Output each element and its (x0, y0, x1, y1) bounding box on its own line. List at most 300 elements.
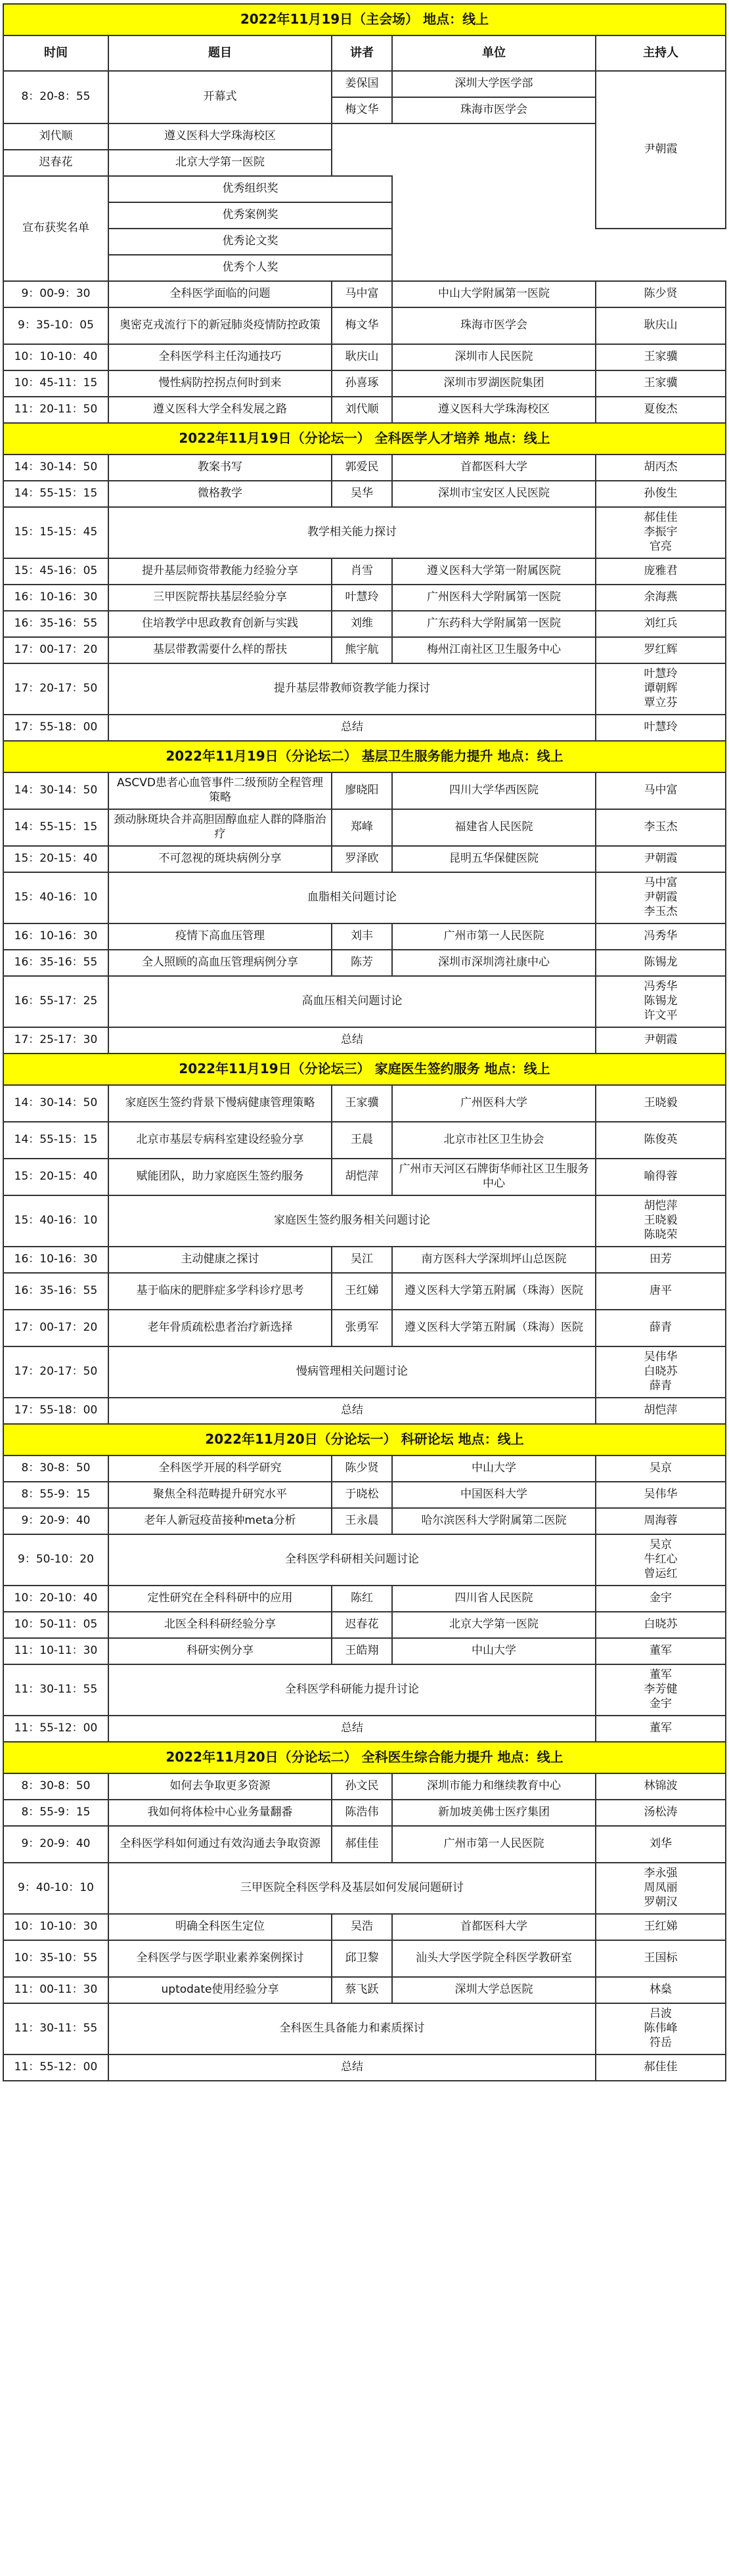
time-cell: 9：20-9：40 (3, 1826, 108, 1863)
schedule-row (3, 1863, 726, 1914)
topic-cell: 北京市基层专病科室建设经验分享 (108, 1122, 332, 1159)
unit-cell: 四川省人民医院 (392, 1586, 596, 1612)
host-cell: 王家骥 (596, 344, 726, 370)
topic-cell: 老年骨质疏松患者治疗新选择 (108, 1310, 332, 1346)
schedule-row (3, 1940, 726, 1977)
speaker-cell: 于晓松 (332, 1482, 392, 1508)
speaker-cell: 吴华 (332, 481, 392, 507)
time-cell: 17：55-18：00 (3, 1398, 108, 1424)
host-cell: 耿庆山 (596, 307, 726, 344)
speaker-cell: 熊宇航 (332, 637, 392, 663)
topic-cell: 家庭医生签约服务相关问题讨论 (108, 1195, 596, 1247)
host-cell: 吴伟华 白晓苏 薛青 (596, 1346, 726, 1398)
speaker-cell: 罗泽欧 (332, 846, 392, 872)
host-cell: 郝佳佳 李振宇 官亮 (596, 507, 726, 558)
time-cell: 8：55-9：15 (3, 1482, 108, 1508)
unit-cell: 遵义医科大学第五附属（珠海）医院 (392, 1273, 596, 1310)
unit-cell: 遵义医科大学珠海校区 (392, 397, 596, 423)
schedule-table (3, 3, 726, 2081)
time-cell: 11：10-11：30 (3, 1638, 108, 1664)
topic-cell: uptodate使用经验分享 (108, 1977, 332, 2003)
topic-cell: 提升基层带教师资教学能力探讨 (108, 663, 596, 715)
time-cell: 11：30-11：55 (3, 1664, 108, 1716)
speaker-cell: 梅文华 (332, 307, 392, 344)
topic-cell: 基层带教需要什么样的帮扶 (108, 637, 332, 663)
host-cell: 林锦波 (596, 1773, 726, 1800)
host-cell: 胡恺萍 (596, 1398, 726, 1424)
time-cell: 8：20-8：55 (3, 71, 108, 123)
header-row (3, 35, 726, 71)
schedule-row (3, 715, 726, 741)
host-cell: 王红娣 (596, 1914, 726, 1940)
schedule-row (3, 1638, 726, 1664)
host-cell: 董军 李芳健 金宇 (596, 1664, 726, 1716)
host-cell: 叶慧玲 (596, 715, 726, 741)
time-cell: 14：30-14：50 (3, 1085, 108, 1122)
time-cell: 17：25-17：30 (3, 1027, 108, 1054)
speaker-cell: 陈少贤 (332, 1455, 392, 1482)
topic-cell: 我如何将体检中心业务量翻番 (108, 1800, 332, 1826)
topic-cell: 教学相关能力探讨 (108, 507, 596, 558)
speaker-cell: 郭爱民 (332, 455, 392, 481)
schedule-row (3, 370, 726, 397)
host-cell: 郝佳佳 (596, 2054, 726, 2081)
section-title-row (3, 1424, 726, 1455)
unit-cell: 深圳市能力和继续教育中心 (392, 1773, 596, 1800)
topic-cell: 定性研究在全科科研中的应用 (108, 1586, 332, 1612)
time-cell: 9：00-9：30 (3, 281, 108, 307)
schedule-row (3, 1716, 726, 1742)
topic-cell: 宣布获奖名单 (3, 176, 108, 281)
speaker-cell: 肖雪 (332, 558, 392, 585)
speaker-cell: 陈浩伟 (332, 1800, 392, 1826)
host-cell: 冯秀华 (596, 923, 726, 950)
schedule-row (3, 1586, 726, 1612)
speaker-cell: 耿庆山 (332, 344, 392, 370)
topic-cell: 总结 (108, 1027, 596, 1054)
schedule-row (3, 71, 726, 97)
unit-cell: 广州市第一人民医院 (392, 923, 596, 950)
speaker-cell: 王皓翔 (332, 1638, 392, 1664)
time-cell: 17：20-17：50 (3, 663, 108, 715)
topic-cell: 明确全科医生定位 (108, 1914, 332, 1940)
host-cell: 吕波 陈伟峰 符岳 (596, 2003, 726, 2054)
time-cell: 11：30-11：55 (3, 2003, 108, 2054)
speaker-cell: 王晨 (332, 1122, 392, 1159)
speaker-cell: 梅文华 (332, 97, 392, 123)
section-title-row (3, 4, 726, 35)
topic-cell: 家庭医生签约背景下慢病健康管理策略 (108, 1085, 332, 1122)
schedule-row (3, 976, 726, 1027)
host-cell: 白晓苏 (596, 1612, 726, 1638)
time-cell: 9：40-10：10 (3, 1863, 108, 1914)
schedule-row (3, 558, 726, 585)
time-cell: 11：55-12：00 (3, 1716, 108, 1742)
schedule-row (3, 481, 726, 507)
host-cell: 吴京 牛红心 曾运红 (596, 1534, 726, 1586)
unit-cell: 广州市第一人民医院 (392, 1826, 596, 1863)
topic-cell: 总结 (108, 1716, 596, 1742)
time-cell: 14：30-14：50 (3, 772, 108, 809)
schedule-row (3, 585, 726, 611)
unit-cell: 北京大学第一医院 (108, 150, 332, 176)
section-title: 2022年11月20日（分论坛二） 全科医生综合能力提升 地点：线上 (3, 1742, 726, 1773)
time-cell: 14：30-14：50 (3, 455, 108, 481)
speaker-cell: 廖晓阳 (332, 772, 392, 809)
unit-cell: 中山大学 (392, 1638, 596, 1664)
unit-cell: 新加坡美佛士医疗集团 (392, 1800, 596, 1826)
time-cell: 17：00-17：20 (3, 1310, 108, 1346)
time-cell: 10：50-11：05 (3, 1612, 108, 1638)
time-cell: 9：20-9：40 (3, 1508, 108, 1534)
schedule-row (3, 1085, 726, 1122)
topic-cell: 北医全科科研经验分享 (108, 1612, 332, 1638)
time-cell: 9：50-10：20 (3, 1534, 108, 1586)
host-cell: 唐平 (596, 1273, 726, 1310)
unit-cell: 遵义医科大学珠海校区 (108, 123, 332, 150)
speaker-cell: 胡恺萍 (332, 1159, 392, 1195)
unit-cell: 中山大学附属第一医院 (392, 281, 596, 307)
topic-cell: 如何去争取更多资源 (108, 1773, 332, 1800)
schedule-row (3, 455, 726, 481)
unit-cell: 深圳市人民医院 (392, 344, 596, 370)
speaker-cell: 孙喜琢 (332, 370, 392, 397)
schedule-row (3, 1346, 726, 1398)
topic-cell: 全人照顾的高血压管理病例分享 (108, 950, 332, 976)
schedule-row (3, 923, 726, 950)
host-cell: 尹朝霞 (596, 1027, 726, 1054)
time-cell: 15：40-16：10 (3, 872, 108, 923)
time-cell: 10：20-10：40 (3, 1586, 108, 1612)
time-cell: 17：55-18：00 (3, 715, 108, 741)
column-header-time: 时间 (3, 35, 108, 71)
unit-cell: 广东药科大学附属第一医院 (392, 611, 596, 637)
topic-cell: 总结 (108, 2054, 596, 2081)
schedule-row (3, 1508, 726, 1534)
schedule-row (3, 1664, 726, 1716)
host-cell: 尹朝霞 (596, 846, 726, 872)
time-cell: 16：10-16：30 (3, 585, 108, 611)
schedule-row (3, 1159, 726, 1195)
speaker-cell: 孙文民 (332, 1773, 392, 1800)
unit-cell: 深圳大学医学部 (392, 71, 596, 97)
schedule-row (3, 255, 726, 281)
time-cell: 10：45-11：15 (3, 370, 108, 397)
schedule-row (3, 1773, 726, 1800)
time-cell: 14：55-15：15 (3, 809, 108, 846)
host-cell: 王晓毅 (596, 1085, 726, 1122)
schedule-row (3, 2003, 726, 2054)
host-cell: 李永强 周凤丽 罗朝汉 (596, 1863, 726, 1914)
time-cell: 14：55-15：15 (3, 481, 108, 507)
speaker-cell: 王红娣 (332, 1273, 392, 1310)
time-cell: 8：30-8：50 (3, 1773, 108, 1800)
speaker-cell: 郑峰 (332, 809, 392, 846)
topic-cell: 开幕式 (108, 71, 332, 123)
topic-cell: 全科医学开展的科学研究 (108, 1455, 332, 1482)
topic-cell: 提升基层师资带教能力经验分享 (108, 558, 332, 585)
schedule-row (3, 950, 726, 976)
topic-cell: ASCVD患者心血管事件二级预防全程管理策略 (108, 772, 332, 809)
unit-cell: 深圳市深圳湾社康中心 (392, 950, 596, 976)
schedule-row (3, 397, 726, 423)
host-cell: 王国标 (596, 1940, 726, 1977)
schedule-row (3, 872, 726, 923)
host-cell: 陈俊英 (596, 1122, 726, 1159)
topic-cell: 全科医学面临的问题 (108, 281, 332, 307)
schedule-row (3, 809, 726, 846)
host-cell: 陈少贤 (596, 281, 726, 307)
time-cell: 15：20-15：40 (3, 1159, 108, 1195)
host-cell: 马中富 尹朝霞 李玉杰 (596, 872, 726, 923)
time-cell: 15：45-16：05 (3, 558, 108, 585)
speaker-cell: 张勇军 (332, 1310, 392, 1346)
unit-cell: 北京大学第一医院 (392, 1612, 596, 1638)
topic-cell: 慢病管理相关问题讨论 (108, 1346, 596, 1398)
section-title: 2022年11月20日（分论坛一） 科研论坛 地点：线上 (3, 1424, 726, 1455)
speaker-cell: 陈红 (332, 1586, 392, 1612)
time-cell: 10：10-10：30 (3, 1914, 108, 1940)
host-cell: 胡恺萍 王晓毅 陈晓荣 (596, 1195, 726, 1247)
column-header-host: 主持人 (596, 35, 726, 71)
host-cell: 董军 (596, 1716, 726, 1742)
unit-cell: 遵义医科大学第五附属（珠海）医院 (392, 1310, 596, 1346)
host-cell: 庞雅君 (596, 558, 726, 585)
unit-cell: 北京市社区卫生协会 (392, 1122, 596, 1159)
schedule-row (3, 1482, 726, 1508)
unit-cell: 优秀案例奖 (108, 202, 392, 229)
topic-cell: 微格教学 (108, 481, 332, 507)
section-title-row (3, 1742, 726, 1773)
unit-cell: 珠海市医学会 (392, 97, 596, 123)
time-cell: 11：55-12：00 (3, 2054, 108, 2081)
time-cell: 17：00-17：20 (3, 637, 108, 663)
speaker-cell: 迟春花 (332, 1612, 392, 1638)
unit-cell: 优秀论文奖 (108, 229, 392, 255)
speaker-cell: 郝佳佳 (332, 1826, 392, 1863)
speaker-cell: 刘代顺 (332, 397, 392, 423)
schedule-row (3, 1273, 726, 1310)
schedule-row (3, 229, 726, 255)
topic-cell: 基于临床的肥胖症多学科诊疗思考 (108, 1273, 332, 1310)
host-cell: 汤松涛 (596, 1800, 726, 1826)
host-cell: 陈锡龙 (596, 950, 726, 976)
speaker-cell: 迟春花 (3, 150, 108, 176)
topic-cell: 总结 (108, 1398, 596, 1424)
unit-cell: 优秀组织奖 (108, 176, 392, 202)
host-cell: 马中富 (596, 772, 726, 809)
schedule-row (3, 1122, 726, 1159)
unit-cell: 中山大学 (392, 1455, 596, 1482)
topic-cell: 全科医学科研能力提升讨论 (108, 1664, 596, 1716)
host-cell: 冯秀华 陈锡龙 许文平 (596, 976, 726, 1027)
unit-cell: 遵义医科大学第一附属医院 (392, 558, 596, 585)
host-cell: 尹朝霞 (596, 71, 726, 229)
time-cell: 15：20-15：40 (3, 846, 108, 872)
schedule-row (3, 1027, 726, 1054)
topic-cell: 三甲医院全科医学科及基层如何发展问题研讨 (108, 1863, 596, 1914)
time-cell: 10：35-10：55 (3, 1940, 108, 1977)
topic-cell: 住培教学中思政教育创新与实践 (108, 611, 332, 637)
time-cell: 11：20-11：50 (3, 397, 108, 423)
schedule-row (3, 1195, 726, 1247)
unit-cell: 福建省人民医院 (392, 809, 596, 846)
section-title-row (3, 741, 726, 772)
topic-cell: 全科医学科如何通过有效沟通去争取资源 (108, 1826, 332, 1863)
host-cell: 周海蓉 (596, 1508, 726, 1534)
host-cell: 胡丙杰 (596, 455, 726, 481)
time-cell: 9：35-10：05 (3, 307, 108, 344)
topic-cell: 颈动脉斑块合并高胆固醇血症人群的降脂治疗 (108, 809, 332, 846)
unit-cell: 南方医科大学深圳坪山总医院 (392, 1247, 596, 1273)
speaker-cell: 陈芳 (332, 950, 392, 976)
speaker-cell: 马中富 (332, 281, 392, 307)
schedule-row (3, 611, 726, 637)
unit-cell: 深圳市罗湖医院集团 (392, 370, 596, 397)
time-cell: 10：10-10：40 (3, 344, 108, 370)
unit-cell: 优秀个人奖 (108, 255, 392, 281)
speaker-cell: 叶慧玲 (332, 585, 392, 611)
schedule-row (3, 1398, 726, 1424)
host-cell: 喻得蓉 (596, 1159, 726, 1195)
topic-cell: 教案书写 (108, 455, 332, 481)
unit-cell: 深圳市宝安区人民医院 (392, 481, 596, 507)
host-cell: 刘华 (596, 1826, 726, 1863)
schedule-row (3, 772, 726, 809)
topic-cell: 老年人新冠疫苗接种meta分析 (108, 1508, 332, 1534)
schedule-row (3, 1826, 726, 1863)
speaker-cell: 邱卫黎 (332, 1940, 392, 1977)
section-title-row (3, 423, 726, 455)
unit-cell: 哈尔滨医科大学附属第二医院 (392, 1508, 596, 1534)
host-cell: 夏俊杰 (596, 397, 726, 423)
unit-cell: 深圳大学总医院 (392, 1977, 596, 2003)
time-cell: 17：20-17：50 (3, 1346, 108, 1398)
host-cell: 薛青 (596, 1310, 726, 1346)
topic-cell: 赋能团队，助力家庭医生签约服务 (108, 1159, 332, 1195)
schedule-row (3, 2054, 726, 2081)
unit-cell: 四川大学华西医院 (392, 772, 596, 809)
speaker-cell: 姜保国 (332, 71, 392, 97)
time-cell: 8：30-8：50 (3, 1455, 108, 1482)
schedule-row (3, 281, 726, 307)
unit-cell: 广州医科大学附属第一医院 (392, 585, 596, 611)
unit-cell: 首都医科大学 (392, 1914, 596, 1940)
host-cell: 李玉杰 (596, 809, 726, 846)
topic-cell: 全科医学科主任沟通技巧 (108, 344, 332, 370)
time-cell: 16：55-17：25 (3, 976, 108, 1027)
column-header-unit: 单位 (392, 35, 596, 71)
unit-cell: 广州医科大学 (392, 1085, 596, 1122)
topic-cell: 总结 (108, 715, 596, 741)
host-cell: 叶慧玲 谭朝辉 覃立芬 (596, 663, 726, 715)
speaker-cell: 吴江 (332, 1247, 392, 1273)
host-cell: 董军 (596, 1638, 726, 1664)
section-title: 2022年11月19日（分论坛二） 基层卫生服务能力提升 地点：线上 (3, 741, 726, 772)
unit-cell: 首都医科大学 (392, 455, 596, 481)
section-title: 2022年11月19日（分论坛一） 全科医学人才培养 地点：线上 (3, 423, 726, 455)
time-cell: 16：10-16：30 (3, 1247, 108, 1273)
topic-cell: 奥密克戎流行下的新冠肺炎疫情防控政策 (108, 307, 332, 344)
speaker-cell: 王永晨 (332, 1508, 392, 1534)
topic-cell: 疫情下高血压管理 (108, 923, 332, 950)
schedule-row (3, 663, 726, 715)
column-header-topic: 题目 (108, 35, 332, 71)
schedule-row (3, 1977, 726, 2003)
column-header-speaker: 讲者 (332, 35, 392, 71)
time-cell: 14：55-15：15 (3, 1122, 108, 1159)
topic-cell: 科研实例分享 (108, 1638, 332, 1664)
time-cell: 16：35-16：55 (3, 611, 108, 637)
schedule-row (3, 1914, 726, 1940)
schedule-row (3, 846, 726, 872)
host-cell: 余海燕 (596, 585, 726, 611)
topic-cell: 遵义医科大学全科发展之路 (108, 397, 332, 423)
schedule-row (3, 1612, 726, 1638)
host-cell: 孙俊生 (596, 481, 726, 507)
section-title: 2022年11月19日（分论坛三） 家庭医生签约服务 地点：线上 (3, 1054, 726, 1085)
section-title-row (3, 1054, 726, 1085)
topic-cell: 全科医学与医学职业素养案例探讨 (108, 1940, 332, 1977)
time-cell: 15：40-16：10 (3, 1195, 108, 1247)
host-cell: 吴京 (596, 1455, 726, 1482)
unit-cell: 广州市天河区石牌街华师社区卫生服务中心 (392, 1159, 596, 1195)
host-cell: 金宇 (596, 1586, 726, 1612)
schedule-row (3, 1534, 726, 1586)
topic-cell: 慢性病防控拐点何时到来 (108, 370, 332, 397)
time-cell: 16：35-16：55 (3, 950, 108, 976)
topic-cell: 全科医学科研相关问题讨论 (108, 1534, 596, 1586)
time-cell: 16：10-16：30 (3, 923, 108, 950)
time-cell: 11：00-11：30 (3, 1977, 108, 2003)
schedule-row (3, 1455, 726, 1482)
schedule-row (3, 344, 726, 370)
unit-cell: 汕头大学医学院全科医学教研室 (392, 1940, 596, 1977)
topic-cell: 血脂相关问题讨论 (108, 872, 596, 923)
topic-cell: 全科医生具备能力和素质探讨 (108, 2003, 596, 2054)
time-cell: 16：35-16：55 (3, 1273, 108, 1310)
topic-cell: 高血压相关问题讨论 (108, 976, 596, 1027)
speaker-cell: 刘丰 (332, 923, 392, 950)
topic-cell: 主动健康之探讨 (108, 1247, 332, 1273)
topic-cell: 不可忽视的斑块病例分享 (108, 846, 332, 872)
host-cell: 王家骥 (596, 370, 726, 397)
time-cell: 8：55-9：15 (3, 1800, 108, 1826)
unit-cell: 昆明五华保健医院 (392, 846, 596, 872)
speaker-cell: 吴浩 (332, 1914, 392, 1940)
unit-cell: 中国医科大学 (392, 1482, 596, 1508)
topic-cell: 聚焦全科范畴提升研究水平 (108, 1482, 332, 1508)
schedule-row (3, 1247, 726, 1273)
host-cell: 吴伟华 (596, 1482, 726, 1508)
section-title: 2022年11月19日（主会场） 地点：线上 (3, 4, 726, 35)
host-cell: 田芳 (596, 1247, 726, 1273)
time-cell: 15：15-15：45 (3, 507, 108, 558)
schedule-row (3, 1800, 726, 1826)
schedule-row (3, 637, 726, 663)
schedule-row (3, 507, 726, 558)
unit-cell: 梅州江南社区卫生服务中心 (392, 637, 596, 663)
schedule-row (3, 1310, 726, 1346)
host-cell: 刘红兵 (596, 611, 726, 637)
speaker-cell: 刘代顺 (3, 123, 108, 150)
speaker-cell: 蔡飞跃 (332, 1977, 392, 2003)
host-cell: 罗红辉 (596, 637, 726, 663)
schedule-row (3, 307, 726, 344)
speaker-cell: 王家骥 (332, 1085, 392, 1122)
unit-cell: 珠海市医学会 (392, 307, 596, 344)
host-cell: 林燊 (596, 1977, 726, 2003)
